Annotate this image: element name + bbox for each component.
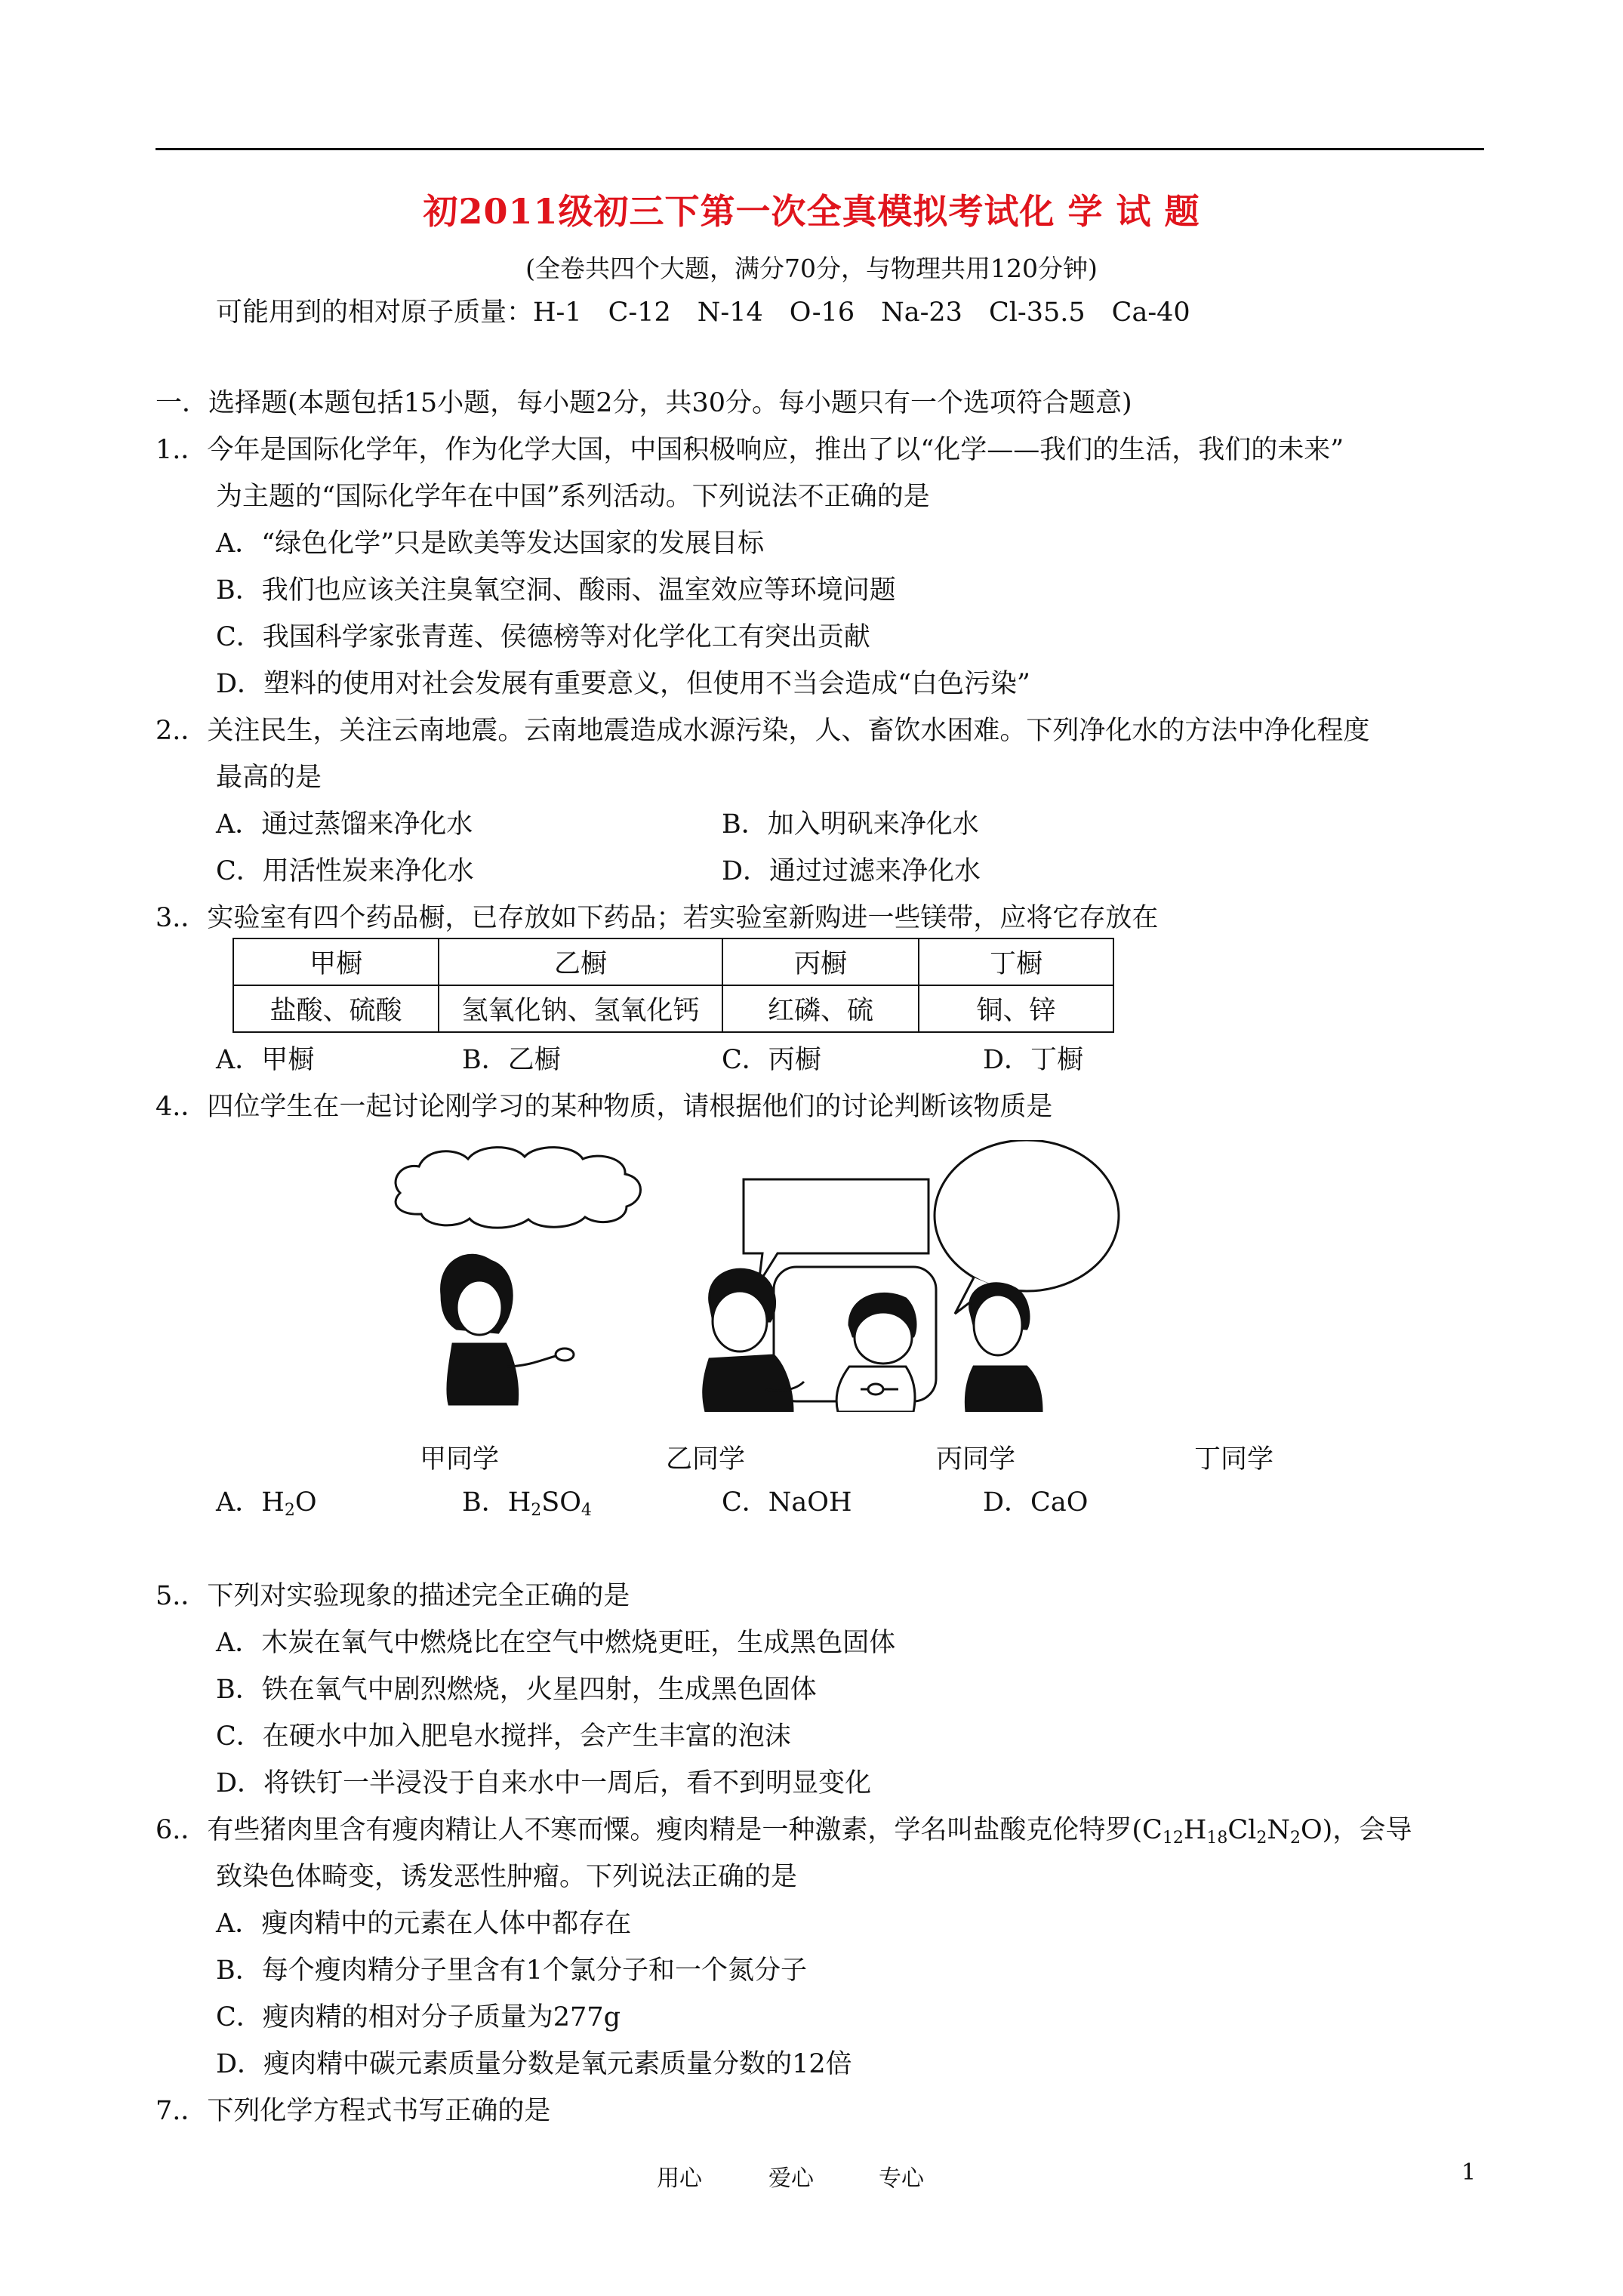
q6-option-b: B．每个瘦肉精分子里含有1个氯分子和一个氮分子 — [216, 1955, 807, 1986]
cloud-bubble — [396, 1148, 640, 1228]
header-rule — [156, 148, 1484, 150]
exam-subtitle: (全卷共四个大题，满分70分，与物理共用120分钟) — [525, 254, 1098, 283]
q4-option-d: D．CaO — [983, 1487, 1089, 1518]
q3-option-b: B．乙橱 — [462, 1045, 561, 1075]
footer-word-1: 用心 — [657, 2165, 702, 2192]
q2-option-d: D．通过过滤来净化水 — [722, 856, 981, 886]
q6-option-c: C．瘦肉精的相对分子质量为277g — [216, 2002, 621, 2032]
exam-title: 初2011级初三下第一次全真模拟考试化 学 试 题 — [423, 191, 1200, 232]
discussion-cartoon — [385, 1140, 1268, 1412]
q2-option-a: A．通过蒸馏来净化水 — [216, 809, 473, 840]
table-row — [233, 985, 1113, 1032]
q1-option-c: C．我国科学家张青莲、侯德榜等对化学化工有突出贡献 — [216, 622, 870, 652]
page-number: 1 — [1461, 2159, 1477, 2186]
q1-option-a: A．“绿色化学”只是欧美等发达国家的发展目标 — [216, 529, 765, 559]
q7-stem: 7.．下列化学方程式书写正确的是 — [156, 2096, 551, 2126]
q3-option-d: D．丁橱 — [983, 1045, 1084, 1075]
oval-bubble — [935, 1140, 1119, 1314]
q4-option-c: C．NaOH — [722, 1487, 852, 1518]
cabinet-value-yi: 氢氧化钠、氢氧化钙 — [439, 985, 722, 1032]
q6-option-a: A．瘦肉精中的元素在人体中都存在 — [216, 1909, 632, 1939]
atomic-masses: 可能用到的相对原子质量：H-1 C-12 N-14 O-16 Na-23 Cl-35.5 Ca-40 — [216, 297, 1190, 328]
cabinet-header-ding: 丁橱 — [919, 938, 1113, 985]
student-jia-label: 甲同学 — [420, 1444, 500, 1475]
q1-option-b: B．我们也应该关注臭氧空洞、酸雨、温室效应等环境问题 — [216, 575, 896, 606]
q2-option-c: C．用活性炭来净化水 — [216, 856, 474, 886]
q5-option-c: C．在硬水中加入肥皂水搅拌，会产生丰富的泡沫 — [216, 1721, 791, 1752]
student-yi-label: 乙同学 — [666, 1444, 746, 1475]
q6-stem-line2: 致染色体畸变，诱发恶性肿瘤。下列说法正确的是 — [216, 1862, 798, 1892]
cabinet-value-ding: 铜、锌 — [919, 985, 1113, 1032]
q1-option-d: D．塑料的使用对社会发展有重要意义，但使用不当会造成“白色污染” — [216, 669, 1030, 699]
q4-stem: 4.．四位学生在一起讨论刚学习的某种物质，请根据他们的讨论判断该物质是 — [156, 1092, 1053, 1122]
q5-option-d: D．将铁钉一半浸没于自来水中一周后，看不到明显变化 — [216, 1768, 872, 1798]
student-jia-figure — [442, 1255, 574, 1404]
q5-option-b: B．铁在氧气中剧烈燃烧，火星四射，生成黑色固体 — [216, 1675, 817, 1705]
q4-option-a: A．$H_2O$ — [216, 1487, 317, 1520]
q3-stem: 3.．实验室有四个药品橱，已存放如下药品；若实验室新购进一些镁带，应将它存放在 — [156, 903, 1159, 933]
cabinet-header-yi: 乙橱 — [439, 938, 722, 985]
cabinet-table — [233, 938, 1114, 1033]
q1-stem-line1: 1.．今年是国际化学年，作为化学大国，中国积极响应，推出了以“化学——我们的生活，我们的未来” — [156, 435, 1344, 465]
student-ding-label: 丁同学 — [1194, 1444, 1274, 1475]
cabinet-value-bing: 红磷、硫 — [722, 985, 919, 1032]
q5-stem: 5.．下列对实验现象的描述完全正确的是 — [156, 1581, 630, 1611]
q2-stem-line2: 最高的是 — [216, 763, 322, 793]
q6-stem-line1: 6.．有些猪肉里含有瘦肉精让人不寒而憟。瘦肉精是一种激素，学名叫盐酸克伦特罗$(C_{12}H_{18}Cl_2N_2O)$，会导 — [156, 1815, 1412, 1848]
q5-option-a: A．木炭在氧气中燃烧比在空气中燃烧更旺，生成黑色固体 — [216, 1628, 896, 1658]
footer-word-3: 专心 — [879, 2165, 924, 2192]
q3-option-a: A．甲橱 — [216, 1045, 315, 1075]
cabinet-header-jia: 甲橱 — [233, 938, 439, 985]
cabinet-header-bing: 丙橱 — [722, 938, 919, 985]
cabinet-value-jia: 盐酸、硫酸 — [233, 985, 439, 1032]
q3-option-c: C．丙橱 — [722, 1045, 821, 1075]
footer-word-2: 爱心 — [768, 2165, 814, 2192]
section1-header: 一．选择题(本题包括15小题，每小题2分，共30分。每小题只有一个选项符合题意) — [156, 388, 1132, 418]
table-row — [233, 938, 1113, 985]
q2-option-b: B．加入明矾来净化水 — [722, 809, 979, 840]
q1-stem-line2: 为主题的“国际化学年在中国”系列活动。下列说法不正确的是 — [216, 482, 930, 512]
student-ding-figure — [965, 1284, 1042, 1412]
q2-stem-line1: 2.．关注民生，关注云南地震。云南地震造成水源污染，人、畜饮水困难。下列净化水的方法中净化程度 — [156, 716, 1370, 746]
q6-option-d: D．瘦肉精中碳元素质量分数是氧元素质量分数的12倍 — [216, 2049, 852, 2079]
q4-option-b: B．$H_2SO_4$ — [462, 1487, 592, 1520]
student-bing-label: 丙同学 — [936, 1444, 1016, 1475]
